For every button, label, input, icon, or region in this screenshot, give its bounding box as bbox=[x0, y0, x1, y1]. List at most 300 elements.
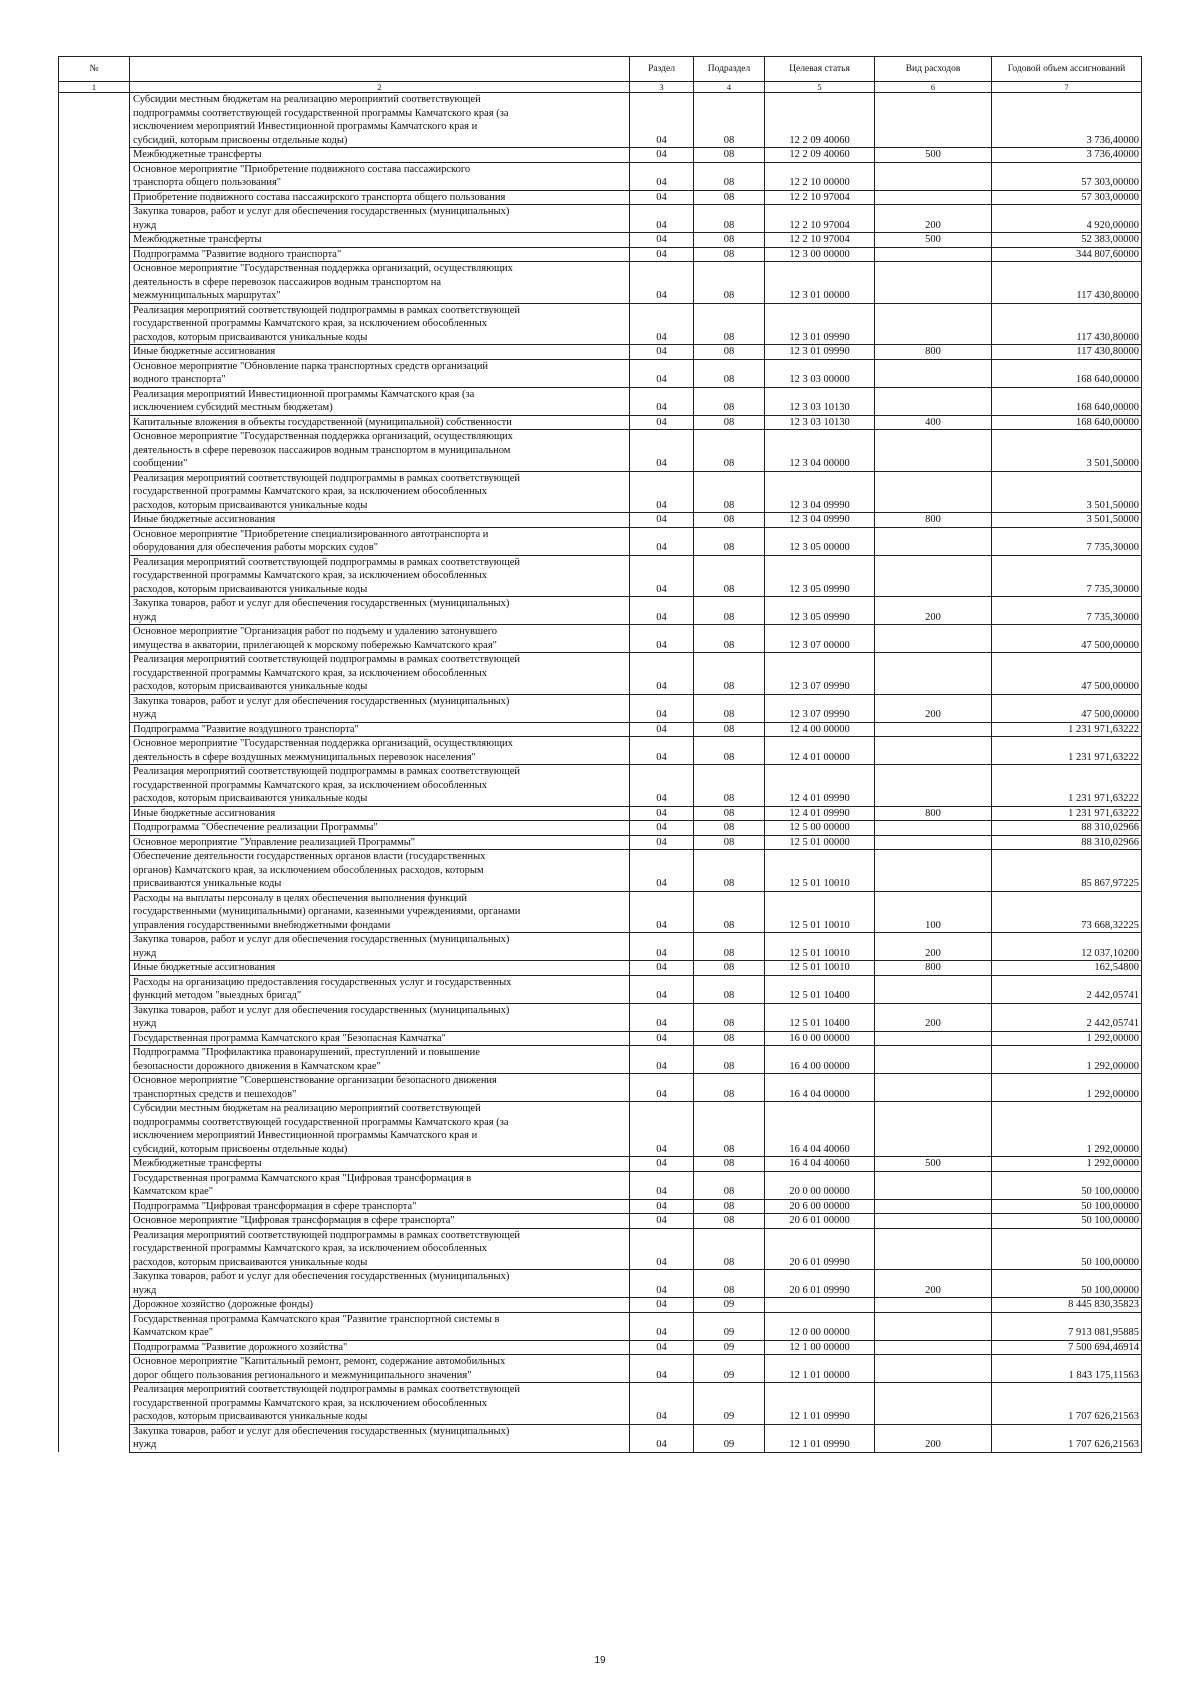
row-name-cell: Основное мероприятие "Обновление парка транспортных средств организаций водного транспорта" bbox=[130, 359, 630, 387]
table-row bbox=[59, 737, 1142, 765]
row-amount-cell: 1 231 971,63222 bbox=[992, 806, 1142, 821]
row-podrazdel-cell: 08 bbox=[694, 835, 765, 850]
row-name-cell: Основное мероприятие "Государственная поддержка организаций, осуществляющих деятельность в сфере перевозок пассажиров водным транспортом на межмуниципальных маршрутах" bbox=[130, 262, 630, 304]
row-target-article-cell: 12 0 00 00000 bbox=[765, 1312, 875, 1340]
row-expense-type-cell bbox=[875, 1228, 992, 1270]
table-body bbox=[59, 93, 1142, 1453]
row-razdel-cell: 04 bbox=[630, 765, 694, 807]
row-name-cell: Основное мероприятие "Организация работ по подъему и удалению затонувшего имущества в акватории, прилегающей к морскому побережью Камчатского края" bbox=[130, 625, 630, 653]
row-razdel-cell: 04 bbox=[630, 1171, 694, 1199]
row-number-cell bbox=[59, 555, 130, 597]
column-number-7: 7 bbox=[992, 82, 1142, 93]
header-number: № bbox=[59, 57, 130, 82]
row-number-cell bbox=[59, 821, 130, 836]
row-razdel-cell: 04 bbox=[630, 513, 694, 528]
row-razdel-cell: 04 bbox=[630, 961, 694, 976]
row-podrazdel-cell: 08 bbox=[694, 1228, 765, 1270]
row-number-cell bbox=[59, 625, 130, 653]
row-target-article-cell: 12 1 01 09990 bbox=[765, 1424, 875, 1452]
table-row bbox=[59, 1031, 1142, 1046]
row-expense-type-cell: 800 bbox=[875, 806, 992, 821]
row-amount-cell: 1 707 626,21563 bbox=[992, 1383, 1142, 1425]
row-amount-cell: 50 100,00000 bbox=[992, 1228, 1142, 1270]
table-row bbox=[59, 555, 1142, 597]
row-amount-cell: 1 231 971,63222 bbox=[992, 722, 1142, 737]
row-podrazdel-cell: 08 bbox=[694, 1214, 765, 1229]
table-row bbox=[59, 430, 1142, 472]
row-target-article-cell: 12 3 03 10130 bbox=[765, 387, 875, 415]
table-row bbox=[59, 415, 1142, 430]
row-podrazdel-cell: 08 bbox=[694, 653, 765, 695]
row-expense-type-cell bbox=[875, 430, 992, 472]
row-razdel-cell: 04 bbox=[630, 1214, 694, 1229]
row-name-cell: Иные бюджетные ассигнования bbox=[130, 345, 630, 360]
row-podrazdel-cell: 08 bbox=[694, 694, 765, 722]
row-razdel-cell: 04 bbox=[630, 625, 694, 653]
row-razdel-cell: 04 bbox=[630, 1340, 694, 1355]
row-razdel-cell: 04 bbox=[630, 1298, 694, 1313]
row-expense-type-cell bbox=[875, 737, 992, 765]
row-razdel-cell: 04 bbox=[630, 722, 694, 737]
row-target-article-cell: 12 5 01 00000 bbox=[765, 835, 875, 850]
row-podrazdel-cell: 08 bbox=[694, 1157, 765, 1172]
row-number-cell bbox=[59, 1340, 130, 1355]
row-amount-cell: 1 707 626,21563 bbox=[992, 1424, 1142, 1452]
row-target-article-cell: 12 1 01 00000 bbox=[765, 1355, 875, 1383]
row-amount-cell: 162,54800 bbox=[992, 961, 1142, 976]
table-row bbox=[59, 1355, 1142, 1383]
row-target-article-cell: 12 3 07 00000 bbox=[765, 625, 875, 653]
row-number-cell bbox=[59, 933, 130, 961]
column-number-5: 5 bbox=[765, 82, 875, 93]
row-amount-cell: 117 430,80000 bbox=[992, 262, 1142, 304]
row-number-cell bbox=[59, 835, 130, 850]
row-amount-cell: 1 231 971,63222 bbox=[992, 765, 1142, 807]
row-amount-cell: 1 292,00000 bbox=[992, 1074, 1142, 1102]
row-name-cell: Государственная программа Камчатского края "Безопасная Камчатка" bbox=[130, 1031, 630, 1046]
row-number-cell bbox=[59, 722, 130, 737]
table-row bbox=[59, 625, 1142, 653]
row-amount-cell: 8 445 830,35823 bbox=[992, 1298, 1142, 1313]
row-name-cell: Приобретение подвижного состава пассажирского транспорта общего пользования bbox=[130, 190, 630, 205]
table-header bbox=[59, 57, 1142, 93]
row-podrazdel-cell: 08 bbox=[694, 1199, 765, 1214]
row-podrazdel-cell: 08 bbox=[694, 806, 765, 821]
table-row bbox=[59, 933, 1142, 961]
row-number-cell bbox=[59, 93, 130, 148]
row-amount-cell: 1 292,00000 bbox=[992, 1102, 1142, 1157]
row-expense-type-cell bbox=[875, 975, 992, 1003]
row-razdel-cell: 04 bbox=[630, 835, 694, 850]
row-target-article-cell: 12 2 10 97004 bbox=[765, 190, 875, 205]
row-expense-type-cell bbox=[875, 527, 992, 555]
table-row bbox=[59, 471, 1142, 513]
row-target-article-cell: 12 3 03 10130 bbox=[765, 415, 875, 430]
row-expense-type-cell bbox=[875, 1214, 992, 1229]
row-target-article-cell: 20 6 00 00000 bbox=[765, 1199, 875, 1214]
row-name-cell: Расходы на организацию предоставления государственных услуг и государственных функций методом "выездных бригад" bbox=[130, 975, 630, 1003]
row-podrazdel-cell: 08 bbox=[694, 1074, 765, 1102]
row-amount-cell: 1 292,00000 bbox=[992, 1157, 1142, 1172]
row-amount-cell: 73 668,32225 bbox=[992, 891, 1142, 933]
row-razdel-cell: 04 bbox=[630, 821, 694, 836]
row-amount-cell: 88 310,02966 bbox=[992, 821, 1142, 836]
row-expense-type-cell bbox=[875, 1031, 992, 1046]
row-number-cell bbox=[59, 359, 130, 387]
row-number-cell bbox=[59, 1046, 130, 1074]
row-number-cell bbox=[59, 653, 130, 695]
table-row bbox=[59, 527, 1142, 555]
column-number-2: 2 bbox=[130, 82, 630, 93]
row-amount-cell: 168 640,00000 bbox=[992, 415, 1142, 430]
table-row bbox=[59, 345, 1142, 360]
table-row bbox=[59, 247, 1142, 262]
row-expense-type-cell bbox=[875, 835, 992, 850]
row-podrazdel-cell: 08 bbox=[694, 737, 765, 765]
row-name-cell: Иные бюджетные ассигнования bbox=[130, 961, 630, 976]
row-podrazdel-cell: 08 bbox=[694, 205, 765, 233]
table-row bbox=[59, 190, 1142, 205]
row-number-cell bbox=[59, 975, 130, 1003]
row-name-cell: Реализация мероприятий соответствующей подпрограммы в рамках соответствующей государственной программы Камчатского края, за исключением обособленных расходов, которым присваиваются уникальные коды bbox=[130, 653, 630, 695]
table-row bbox=[59, 1298, 1142, 1313]
table-row bbox=[59, 1312, 1142, 1340]
row-podrazdel-cell: 08 bbox=[694, 190, 765, 205]
row-number-cell bbox=[59, 247, 130, 262]
row-name-cell: Основное мероприятие "Государственная поддержка организаций, осуществляющих деятельность в сфере перевозок пассажиров водным транспортом в муниципальном сообщении" bbox=[130, 430, 630, 472]
table-row bbox=[59, 303, 1142, 345]
row-razdel-cell: 04 bbox=[630, 527, 694, 555]
row-name-cell: Реализация мероприятий соответствующей подпрограммы в рамках соответствующей государственной программы Камчатского края, за исключением обособленных расходов, которым присваиваются уникальные коды bbox=[130, 471, 630, 513]
row-expense-type-cell bbox=[875, 555, 992, 597]
row-podrazdel-cell: 09 bbox=[694, 1355, 765, 1383]
row-target-article-cell: 12 5 01 10400 bbox=[765, 975, 875, 1003]
row-amount-cell: 7 735,30000 bbox=[992, 527, 1142, 555]
table-row bbox=[59, 1199, 1142, 1214]
row-expense-type-cell: 200 bbox=[875, 694, 992, 722]
row-expense-type-cell bbox=[875, 93, 992, 148]
row-name-cell: Иные бюджетные ассигнования bbox=[130, 513, 630, 528]
row-razdel-cell: 04 bbox=[630, 1424, 694, 1452]
row-amount-cell: 7 913 081,95885 bbox=[992, 1312, 1142, 1340]
row-expense-type-cell bbox=[875, 1383, 992, 1425]
row-name-cell: Иные бюджетные ассигнования bbox=[130, 806, 630, 821]
table-row bbox=[59, 93, 1142, 148]
table-row bbox=[59, 597, 1142, 625]
row-name-cell: Межбюджетные трансферты bbox=[130, 233, 630, 248]
row-amount-cell: 1 292,00000 bbox=[992, 1031, 1142, 1046]
row-name-cell: Закупка товаров, работ и услуг для обеспечения государственных (муниципальных) нужд bbox=[130, 597, 630, 625]
row-number-cell bbox=[59, 162, 130, 190]
table-row bbox=[59, 961, 1142, 976]
row-expense-type-cell: 200 bbox=[875, 597, 992, 625]
row-target-article-cell: 16 0 00 00000 bbox=[765, 1031, 875, 1046]
table-row bbox=[59, 891, 1142, 933]
row-podrazdel-cell: 08 bbox=[694, 850, 765, 892]
row-expense-type-cell bbox=[875, 1355, 992, 1383]
row-name-cell: Подпрограмма "Развитие воздушного транспорта" bbox=[130, 722, 630, 737]
row-target-article-cell: 12 5 01 10010 bbox=[765, 961, 875, 976]
row-expense-type-cell bbox=[875, 359, 992, 387]
row-target-article-cell: 20 6 01 09990 bbox=[765, 1270, 875, 1298]
row-name-cell: Реализация мероприятий соответствующей подпрограммы в рамках соответствующей государственной программы Камчатского края, за исключением обособленных расходов, которым присваиваются уникальные коды bbox=[130, 765, 630, 807]
row-number-cell bbox=[59, 345, 130, 360]
row-target-article-cell: 12 3 05 09990 bbox=[765, 597, 875, 625]
row-expense-type-cell bbox=[875, 625, 992, 653]
row-razdel-cell: 04 bbox=[630, 975, 694, 1003]
row-target-article-cell: 12 3 04 00000 bbox=[765, 430, 875, 472]
row-razdel-cell: 04 bbox=[630, 1074, 694, 1102]
row-amount-cell: 1 231 971,63222 bbox=[992, 737, 1142, 765]
row-target-article-cell: 12 3 07 09990 bbox=[765, 694, 875, 722]
row-target-article-cell: 12 5 00 00000 bbox=[765, 821, 875, 836]
row-razdel-cell: 04 bbox=[630, 359, 694, 387]
column-number-4: 4 bbox=[694, 82, 765, 93]
row-podrazdel-cell: 08 bbox=[694, 765, 765, 807]
table-row bbox=[59, 1383, 1142, 1425]
table-row bbox=[59, 1424, 1142, 1452]
table-row bbox=[59, 1046, 1142, 1074]
row-number-cell bbox=[59, 1383, 130, 1425]
row-number-cell bbox=[59, 527, 130, 555]
row-amount-cell: 1 843 175,11563 bbox=[992, 1355, 1142, 1383]
row-expense-type-cell bbox=[875, 262, 992, 304]
row-podrazdel-cell: 08 bbox=[694, 1102, 765, 1157]
row-target-article-cell: 12 3 04 09990 bbox=[765, 513, 875, 528]
row-podrazdel-cell: 08 bbox=[694, 975, 765, 1003]
row-amount-cell: 47 500,00000 bbox=[992, 625, 1142, 653]
row-podrazdel-cell: 08 bbox=[694, 722, 765, 737]
row-number-cell bbox=[59, 1074, 130, 1102]
row-expense-type-cell bbox=[875, 190, 992, 205]
row-razdel-cell: 04 bbox=[630, 1312, 694, 1340]
row-expense-type-cell: 200 bbox=[875, 1003, 992, 1031]
row-target-article-cell: 12 5 01 10010 bbox=[765, 850, 875, 892]
header-target-article: Целевая статья bbox=[765, 57, 875, 82]
row-target-article-cell: 16 4 04 40060 bbox=[765, 1157, 875, 1172]
row-razdel-cell: 04 bbox=[630, 233, 694, 248]
row-razdel-cell: 04 bbox=[630, 205, 694, 233]
row-number-cell bbox=[59, 190, 130, 205]
header-razdel: Раздел bbox=[630, 57, 694, 82]
row-target-article-cell: 12 3 00 00000 bbox=[765, 247, 875, 262]
row-expense-type-cell: 200 bbox=[875, 205, 992, 233]
row-amount-cell: 47 500,00000 bbox=[992, 694, 1142, 722]
row-expense-type-cell: 400 bbox=[875, 415, 992, 430]
row-name-cell: Основное мероприятие "Приобретение специализированного автотранспорта и оборудования для обеспечения работы морских судов" bbox=[130, 527, 630, 555]
row-number-cell bbox=[59, 513, 130, 528]
header-expense-type: Вид расходов bbox=[875, 57, 992, 82]
row-name-cell: Закупка товаров, работ и услуг для обеспечения государственных (муниципальных) нужд bbox=[130, 1270, 630, 1298]
row-number-cell bbox=[59, 205, 130, 233]
row-razdel-cell: 04 bbox=[630, 555, 694, 597]
table-row bbox=[59, 387, 1142, 415]
row-target-article-cell: 12 3 04 09990 bbox=[765, 471, 875, 513]
row-expense-type-cell: 200 bbox=[875, 933, 992, 961]
row-razdel-cell: 04 bbox=[630, 1046, 694, 1074]
row-amount-cell: 7 735,30000 bbox=[992, 555, 1142, 597]
row-number-cell bbox=[59, 694, 130, 722]
row-podrazdel-cell: 08 bbox=[694, 1171, 765, 1199]
row-amount-cell: 117 430,80000 bbox=[992, 345, 1142, 360]
row-razdel-cell: 04 bbox=[630, 1031, 694, 1046]
row-number-cell bbox=[59, 737, 130, 765]
row-number-cell bbox=[59, 806, 130, 821]
row-number-cell bbox=[59, 1228, 130, 1270]
row-amount-cell: 168 640,00000 bbox=[992, 387, 1142, 415]
row-number-cell bbox=[59, 1298, 130, 1313]
row-razdel-cell: 04 bbox=[630, 806, 694, 821]
row-expense-type-cell: 500 bbox=[875, 148, 992, 163]
row-number-cell bbox=[59, 1424, 130, 1452]
row-number-cell bbox=[59, 1355, 130, 1383]
row-name-cell: Расходы на выплаты персоналу в целях обеспечения выполнения функций государственными (муниципальными) органами, казенными учреждениями, органами управления государственными внебюджетными фондами bbox=[130, 891, 630, 933]
row-razdel-cell: 04 bbox=[630, 694, 694, 722]
row-number-cell bbox=[59, 850, 130, 892]
row-razdel-cell: 04 bbox=[630, 597, 694, 625]
row-number-cell bbox=[59, 1270, 130, 1298]
row-name-cell: Основное мероприятие "Цифровая трансформация в сфере транспорта" bbox=[130, 1214, 630, 1229]
row-expense-type-cell: 200 bbox=[875, 1424, 992, 1452]
row-name-cell: Капитальные вложения в объекты государственной (муниципальной) собственности bbox=[130, 415, 630, 430]
row-expense-type-cell bbox=[875, 1312, 992, 1340]
row-podrazdel-cell: 09 bbox=[694, 1383, 765, 1425]
row-name-cell: Дорожное хозяйство (дорожные фонды) bbox=[130, 1298, 630, 1313]
row-razdel-cell: 04 bbox=[630, 345, 694, 360]
row-number-cell bbox=[59, 961, 130, 976]
table-row bbox=[59, 359, 1142, 387]
table-row bbox=[59, 722, 1142, 737]
row-number-cell bbox=[59, 597, 130, 625]
row-razdel-cell: 04 bbox=[630, 1199, 694, 1214]
row-amount-cell: 52 383,00000 bbox=[992, 233, 1142, 248]
row-razdel-cell: 04 bbox=[630, 1355, 694, 1383]
row-razdel-cell: 04 bbox=[630, 303, 694, 345]
row-podrazdel-cell: 08 bbox=[694, 555, 765, 597]
row-target-article-cell: 12 2 10 97004 bbox=[765, 233, 875, 248]
row-name-cell: Закупка товаров, работ и услуг для обеспечения государственных (муниципальных) нужд bbox=[130, 1003, 630, 1031]
column-number-6: 6 bbox=[875, 82, 992, 93]
row-podrazdel-cell: 08 bbox=[694, 1031, 765, 1046]
row-expense-type-cell: 800 bbox=[875, 345, 992, 360]
table-row bbox=[59, 806, 1142, 821]
row-expense-type-cell: 800 bbox=[875, 961, 992, 976]
row-name-cell: Закупка товаров, работ и услуг для обеспечения государственных (муниципальных) нужд bbox=[130, 1424, 630, 1452]
row-target-article-cell bbox=[765, 1298, 875, 1313]
row-podrazdel-cell: 08 bbox=[694, 387, 765, 415]
row-name-cell: Государственная программа Камчатского края "Цифровая трансформация в Камчатском крае" bbox=[130, 1171, 630, 1199]
row-podrazdel-cell: 08 bbox=[694, 359, 765, 387]
row-target-article-cell: 12 4 01 00000 bbox=[765, 737, 875, 765]
row-podrazdel-cell: 08 bbox=[694, 148, 765, 163]
row-number-cell bbox=[59, 430, 130, 472]
row-podrazdel-cell: 08 bbox=[694, 527, 765, 555]
row-name-cell: Подпрограмма "Профилактика правонарушений, преступлений и повышение безопасности дорожного движения в Камчатском крае" bbox=[130, 1046, 630, 1074]
row-podrazdel-cell: 08 bbox=[694, 513, 765, 528]
table-row bbox=[59, 148, 1142, 163]
row-razdel-cell: 04 bbox=[630, 1383, 694, 1425]
row-amount-cell: 1 292,00000 bbox=[992, 1046, 1142, 1074]
row-podrazdel-cell: 08 bbox=[694, 93, 765, 148]
row-expense-type-cell bbox=[875, 162, 992, 190]
row-name-cell: Субсидии местным бюджетам на реализацию мероприятий соответствующей подпрограммы соответствующей государственной программы Камчатского края (за исключением мероприятий Инвестиционной программы Камчатского края и субсидий, которым присвоены отдельные коды) bbox=[130, 93, 630, 148]
row-expense-type-cell: 500 bbox=[875, 233, 992, 248]
row-razdel-cell: 04 bbox=[630, 1102, 694, 1157]
table-row bbox=[59, 1270, 1142, 1298]
row-amount-cell: 4 920,00000 bbox=[992, 205, 1142, 233]
row-podrazdel-cell: 08 bbox=[694, 233, 765, 248]
column-number-1: 1 bbox=[59, 82, 130, 93]
row-amount-cell: 168 640,00000 bbox=[992, 359, 1142, 387]
row-name-cell: Подпрограмма "Развитие водного транспорта" bbox=[130, 247, 630, 262]
table-row bbox=[59, 205, 1142, 233]
row-name-cell: Реализация мероприятий Инвестиционной программы Камчатского края (за исключением субсидий местным бюджетам) bbox=[130, 387, 630, 415]
table-row bbox=[59, 233, 1142, 248]
row-podrazdel-cell: 08 bbox=[694, 891, 765, 933]
row-number-cell bbox=[59, 1102, 130, 1157]
table-row bbox=[59, 513, 1142, 528]
row-amount-cell: 47 500,00000 bbox=[992, 653, 1142, 695]
row-name-cell: Закупка товаров, работ и услуг для обеспечения государственных (муниципальных) нужд bbox=[130, 694, 630, 722]
table-row bbox=[59, 821, 1142, 836]
row-target-article-cell: 12 5 01 10010 bbox=[765, 891, 875, 933]
row-number-cell bbox=[59, 1199, 130, 1214]
table-row bbox=[59, 1214, 1142, 1229]
row-podrazdel-cell: 08 bbox=[694, 961, 765, 976]
row-name-cell: Подпрограмма "Развитие дорожного хозяйства" bbox=[130, 1340, 630, 1355]
row-podrazdel-cell: 08 bbox=[694, 345, 765, 360]
row-target-article-cell: 12 3 07 09990 bbox=[765, 653, 875, 695]
row-podrazdel-cell: 08 bbox=[694, 430, 765, 472]
row-razdel-cell: 04 bbox=[630, 247, 694, 262]
row-name-cell: Межбюджетные трансферты bbox=[130, 148, 630, 163]
row-razdel-cell: 04 bbox=[630, 162, 694, 190]
row-target-article-cell: 12 3 01 00000 bbox=[765, 262, 875, 304]
row-target-article-cell: 12 2 09 40060 bbox=[765, 93, 875, 148]
row-razdel-cell: 04 bbox=[630, 471, 694, 513]
row-podrazdel-cell: 08 bbox=[694, 821, 765, 836]
table-row bbox=[59, 1340, 1142, 1355]
row-amount-cell: 117 430,80000 bbox=[992, 303, 1142, 345]
row-razdel-cell: 04 bbox=[630, 933, 694, 961]
row-number-cell bbox=[59, 1171, 130, 1199]
row-expense-type-cell: 800 bbox=[875, 513, 992, 528]
row-expense-type-cell bbox=[875, 821, 992, 836]
table-row bbox=[59, 1228, 1142, 1270]
row-name-cell: Государственная программа Камчатского края "Развитие транспортной системы в Камчатском крае" bbox=[130, 1312, 630, 1340]
table-row bbox=[59, 765, 1142, 807]
row-razdel-cell: 04 bbox=[630, 93, 694, 148]
page-number: 19 bbox=[594, 1655, 606, 1666]
table-row bbox=[59, 975, 1142, 1003]
row-number-cell bbox=[59, 148, 130, 163]
row-razdel-cell: 04 bbox=[630, 1003, 694, 1031]
row-amount-cell: 3 501,50000 bbox=[992, 513, 1142, 528]
row-amount-cell: 57 303,00000 bbox=[992, 162, 1142, 190]
row-target-article-cell: 12 3 05 09990 bbox=[765, 555, 875, 597]
header-annual-amount: Годовой объем ассигнований bbox=[992, 57, 1142, 82]
row-expense-type-cell bbox=[875, 1102, 992, 1157]
row-number-cell bbox=[59, 1003, 130, 1031]
row-razdel-cell: 04 bbox=[630, 737, 694, 765]
row-amount-cell: 3 736,40000 bbox=[992, 148, 1142, 163]
header-podrazdel: Подраздел bbox=[694, 57, 765, 82]
row-razdel-cell: 04 bbox=[630, 1228, 694, 1270]
row-amount-cell: 3 501,50000 bbox=[992, 471, 1142, 513]
row-amount-cell: 2 442,05741 bbox=[992, 1003, 1142, 1031]
row-number-cell bbox=[59, 891, 130, 933]
budget-table bbox=[58, 56, 1142, 1453]
